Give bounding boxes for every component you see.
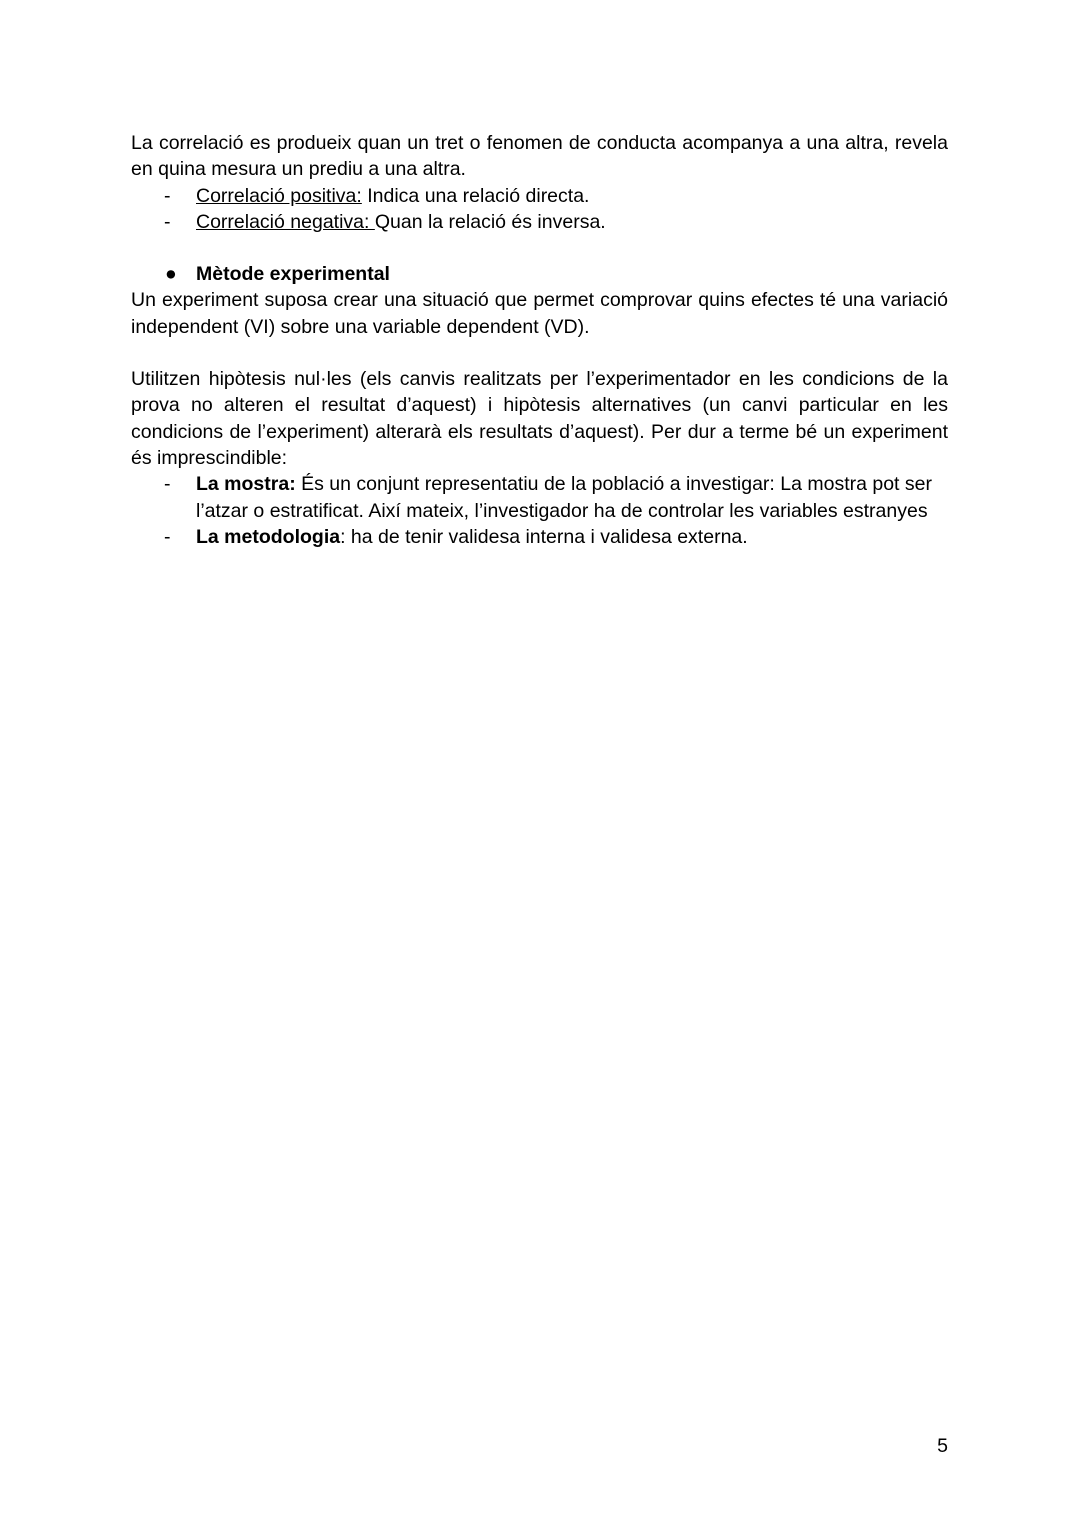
dash-marker: - (164, 473, 171, 496)
page-content (131, 130, 948, 550)
experimental-paragraph-2: Utilitzen hipòtesis nul·les (els canvis realitzats per l’experimentador en les condicions de la prova no alteren el resultat d’aquest) i hipòtesis alternatives (un canvi particular en les condicions de l’experiment) alterarà els resultats d’aquest). Per dur a terme bé un experiment és imprescindible: (131, 368, 948, 469)
list-item-negative-correlation (131, 209, 948, 235)
section-heading-experimental (131, 261, 948, 287)
list-item-positive-correlation (131, 183, 948, 209)
correlation-list (131, 183, 948, 236)
desc-sample: És un conjunt representatiu de la població a investigar: La mostra pot ser l’atzar o estratificat. Així mateix, l’investigador ha de controlar les variables estranyes (196, 473, 932, 522)
term-positive-correlation: Correlació positiva: (196, 184, 362, 207)
list-item-sample (131, 471, 948, 524)
dash-marker: - (164, 210, 171, 233)
term-methodology: La metodologia (196, 525, 341, 548)
list-item-methodology (131, 524, 948, 550)
heading-text: Mètode experimental (196, 263, 390, 286)
term-negative-correlation: Correlació negativa: (196, 210, 375, 233)
desc-positive-correlation: Indica una relació directa. (361, 184, 590, 207)
term-sample: La mostra: (196, 473, 296, 496)
bullet-icon: ● (165, 263, 177, 286)
dash-marker: - (164, 184, 171, 207)
desc-negative-correlation: Quan la relació és inversa. (374, 210, 606, 233)
page-number: 5 (937, 1435, 948, 1457)
desc-methodology: : ha de tenir validesa interna i validesa externa. (340, 525, 748, 548)
spacer (131, 235, 948, 261)
spacer (131, 340, 948, 366)
dash-marker: - (164, 525, 171, 548)
experimental-list (131, 471, 948, 550)
experimental-paragraph-1: Un experiment suposa crear una situació que permet comprovar quins efectes té una variació independent (VI) sobre una variable dependent (VD). (131, 289, 948, 338)
correlation-intro: La correlació es produeix quan un tret o fenomen de conducta acompanya a una altra, revela en quina mesura un prediu a una altra. (131, 132, 948, 181)
